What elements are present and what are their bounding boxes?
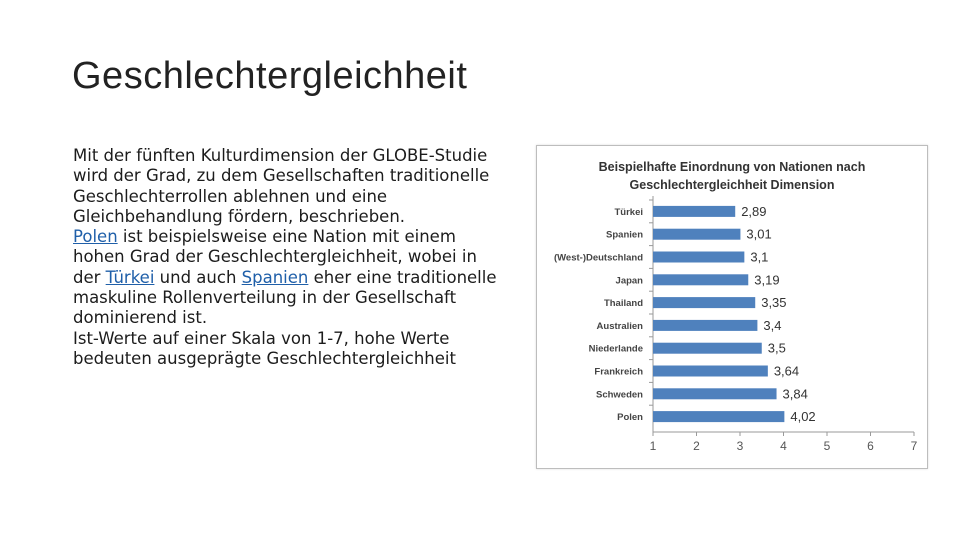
bar — [653, 229, 740, 240]
text-segment: und auch — [154, 267, 242, 287]
category-label: (West-)Deutschland — [553, 252, 643, 264]
link-tuerkei[interactable]: Türkei — [105, 267, 155, 287]
category-label: Niederlande — [588, 343, 643, 355]
x-tick-label: 5 — [823, 439, 831, 453]
bar — [653, 297, 755, 308]
text-segment: ist beispielsweise eine Nation mit einem hohen Grad der Geschlechtergleichheit, wobei in der — [73, 227, 477, 287]
paragraph-intro: Mit der fünften Kulturdimension der GLOBE-Studie wird der Grad, zu dem Gesellschaften traditionelle Geschlechterrollen ablehnen und eine Gleichbehandlung fördern, beschrieben. — [73, 146, 490, 226]
x-tick-label: 6 — [867, 439, 874, 453]
category-label: Türkei — [614, 206, 643, 218]
value-label: 3,64 — [773, 363, 800, 379]
x-tick-label: 1 — [649, 439, 657, 453]
value-label: 3,5 — [767, 340, 786, 356]
slide-title: Geschlechtergleichheit — [72, 55, 468, 97]
link-polen[interactable]: Polen — [73, 227, 118, 247]
x-tick-label: 3 — [736, 439, 744, 453]
value-label: 3,1 — [750, 249, 769, 265]
bar — [653, 252, 744, 263]
value-label: 3,35 — [761, 295, 787, 311]
bar — [653, 320, 757, 331]
bar-chart — [537, 146, 927, 468]
chart-title-line1: Beispielhafte Einordnung von Nationen nach — [598, 160, 866, 174]
paragraph-scale: Ist-Werte auf einer Skala von 1-7, hohe Werte bedeuten ausgeprägte Geschlechtergleichheit — [73, 328, 456, 368]
category-label: Frankreich — [594, 366, 643, 378]
value-label: 3,84 — [782, 386, 808, 402]
category-label: Spanien — [606, 229, 643, 241]
chart-title-line2: Geschlechtergleichheit Dimension — [629, 178, 835, 192]
category-label: Schweden — [596, 389, 643, 401]
bar — [653, 274, 748, 285]
bar — [653, 206, 735, 217]
text-segment: eher eine traditionelle maskuline Rollenverteilung in der Gesellschaft dominierend ist. — [73, 267, 497, 328]
value-label: 3,19 — [754, 272, 780, 288]
x-tick-label: 4 — [780, 439, 787, 453]
category-label: Japan — [615, 275, 643, 287]
value-label: 3,4 — [763, 317, 782, 333]
slide-body — [73, 146, 503, 369]
bar — [653, 388, 777, 399]
paragraph-examples — [73, 227, 503, 328]
bar — [653, 343, 762, 354]
category-label: Australien — [596, 320, 643, 332]
category-label: Polen — [617, 412, 643, 424]
link-spanien[interactable]: Spanien — [241, 267, 309, 287]
x-tick-label: 7 — [910, 439, 918, 453]
category-label: Thailand — [603, 298, 643, 310]
value-label: 3,01 — [746, 226, 772, 242]
x-tick-label: 2 — [693, 439, 700, 453]
value-label: 2,89 — [741, 203, 767, 219]
chart-container — [536, 145, 928, 469]
bar — [653, 411, 784, 422]
value-label: 4,02 — [790, 409, 816, 425]
bar — [653, 366, 768, 377]
